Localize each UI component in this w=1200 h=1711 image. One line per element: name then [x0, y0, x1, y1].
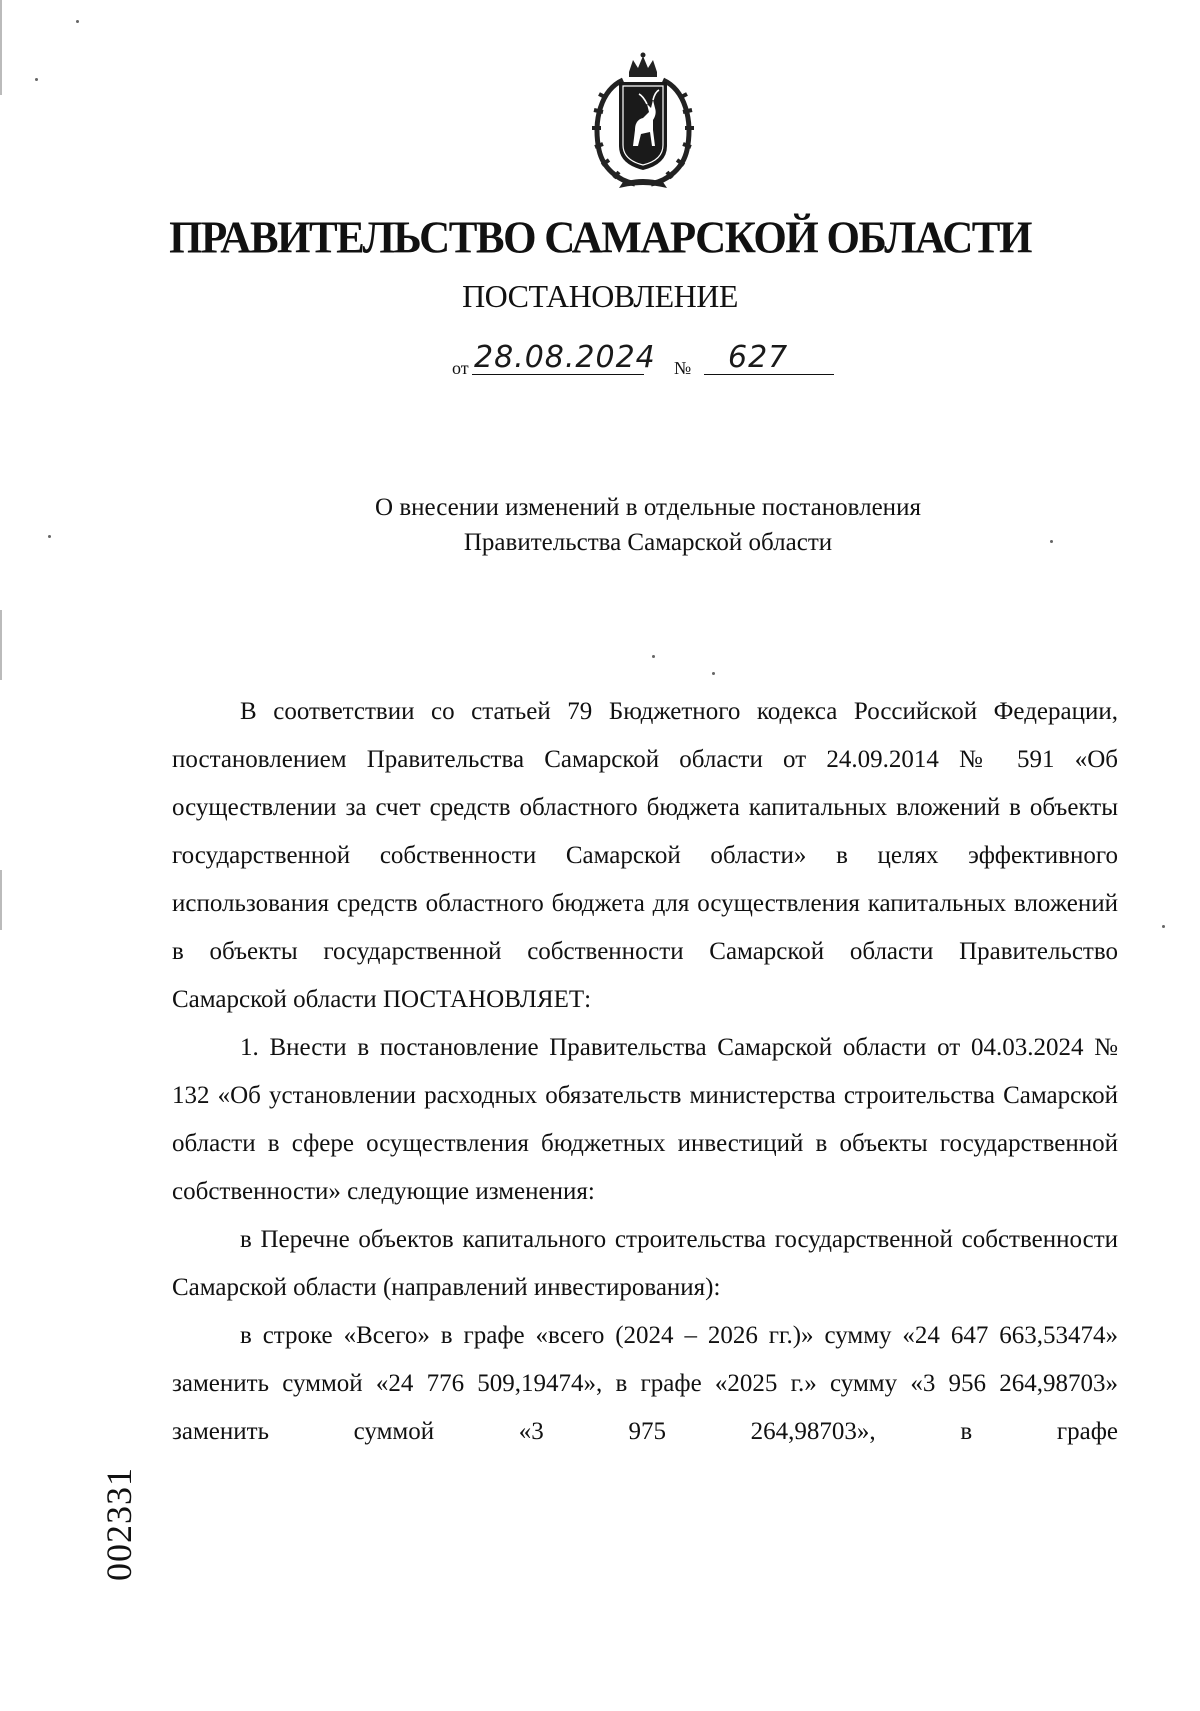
document-body — [172, 688, 1118, 1456]
document-serial-number: 002331 — [99, 1467, 139, 1581]
body-paragraph: 1. Внести в постановление Правительства Самарской области от 04.03.2024 № 132 «Об установлении расходных обязательств министерства строительства Самарской области в сфере осуществления бюджетных инвестиций в объекты государственной собственности» следующие изменения: — [172, 1034, 1118, 1205]
organization-title: ПРАВИТЕЛЬСТВО САМАРСКОЙ ОБЛАСТИ — [169, 213, 1031, 264]
scan-speck — [712, 672, 715, 675]
body-paragraph: в строке «Всего» в графе «всего (2024 – 2026 гг.)» сумму «24 647 663,53474» заменить суммой «24 776 509,19474», в графе «2025 г.» сумму «3 956 264,98703» заменить суммой «3 975 264,98703», в графе — [172, 1322, 1118, 1445]
subject-line: О внесении изменений в отдельные постановления — [375, 494, 921, 521]
document-reference — [452, 338, 852, 380]
document-type: ПОСТАНОВЛЕНИЕ — [462, 278, 738, 314]
document-subject — [0, 490, 1200, 560]
scan-speck — [1162, 925, 1165, 928]
date-label: от — [452, 358, 469, 378]
scan-edge-mark — [0, 870, 2, 930]
subject-line: Правительства Самарской области — [463, 529, 833, 556]
scan-edge-mark — [0, 610, 2, 680]
samara-coat-of-arms-icon — [583, 50, 703, 190]
scan-speck — [35, 78, 38, 81]
scan-edge-mark — [0, 0, 2, 95]
number-label: № — [674, 358, 692, 378]
scan-speck — [652, 655, 655, 658]
body-paragraph: В соответствии со статьей 79 Бюджетного кодекса Российской Федерации, постановлением Правительства Самарской области от 24.09.2014 № 591 «Об осуществлении за счет средств областного бюджета капитальных вложений в объекты государственной собственности Самарской области» в целях эффективного использования средств областного бюджета для осуществления капитальных вложений в объекты государственной собственности Самарской области Правительство Самарской области ПОСТАНОВЛЯЕТ: — [172, 698, 1118, 1013]
handwritten-date: 28.08.2024 — [474, 340, 656, 375]
body-paragraph: в Перечне объектов капитального строительства государственной собственности Самарской области (направлений инвестирования): — [172, 1226, 1118, 1301]
scan-speck — [76, 20, 79, 23]
handwritten-number: 627 — [728, 340, 789, 375]
